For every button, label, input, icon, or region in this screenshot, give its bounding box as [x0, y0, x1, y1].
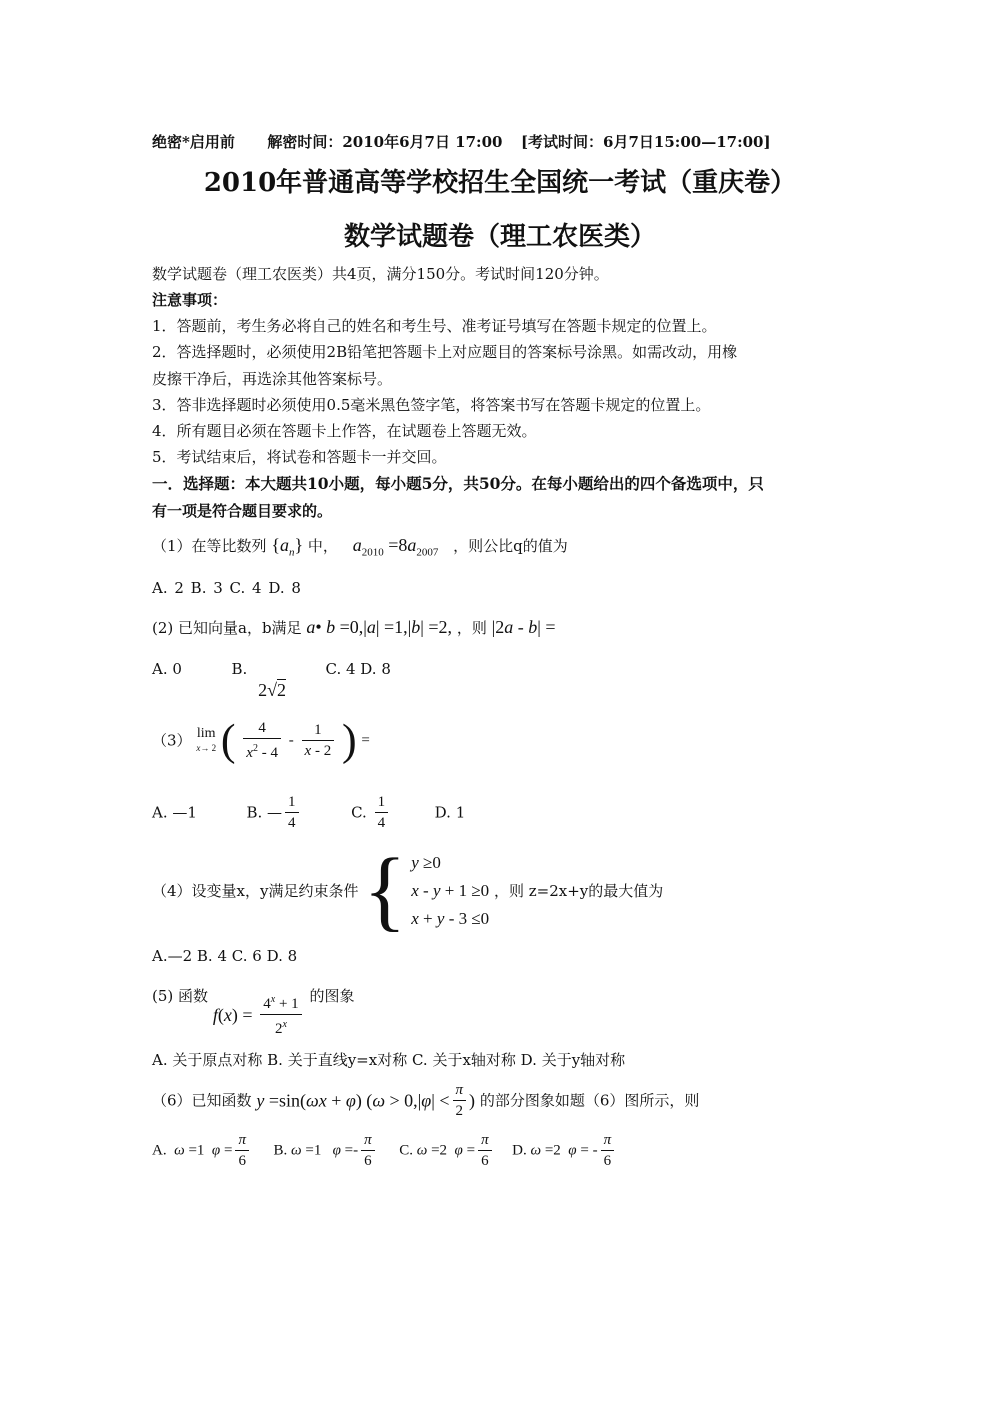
- q5-function: f(x) =: [212, 1004, 253, 1025]
- question-6: （6）已知函数 y =sin(ωx + φ) (ω > 0,|φ| < $\frac{\pi}{2}$ ) 的部分图象如题（6）图所示，则: [152, 1082, 700, 1119]
- question-2: (2) 已知向量a，b满足 a• b =0,|a| =1,|b| =2, ，则 |2a - b| =: [152, 617, 556, 637]
- q6-options: A. ω =1 φ = $\frac{\pi}{6}$ B. ω =1 φ =- $\frac{\pi}{6}$ C. ω =2 φ = $\frac{\pi}{6}$ D. ω =2 φ = - $\frac{\pi}{6}$: [152, 1130, 617, 1178]
- note-item: 皮擦干净后，再选涂其他答案标号。: [152, 370, 393, 388]
- q6-fraction: $\frac{\pi}{2}$: [453, 1080, 467, 1121]
- q6-function: y =sin(ωx + φ) (ω > 0,|φ| <: [256, 1090, 450, 1111]
- question-4: （4）设变量x，y满足约束条件 { y ≥0 x - y + 1 ≥0 x + y - 3 ≤0 ，则 z=2x+y的最大值为: [152, 841, 664, 940]
- q3-fraction-2: $\frac{1}{x - 2}$: [302, 720, 335, 761]
- intro-text: 数学试题卷（理工农医类）共4页，满分150分。考试时间120分钟。: [152, 265, 609, 283]
- q3-option-b-fraction: $\frac{1}{4}$: [285, 792, 299, 833]
- q2-expression: |2a - b| =: [491, 617, 556, 637]
- question-1: （1）在等比数列 $\{a_n\}$ 中， $a_{2010} =8a_{2007}$ ，则公比q的值为: [152, 535, 568, 559]
- page-title: 2010年普通高等学校招生全国统一考试（重庆卷）: [203, 168, 797, 198]
- question-3: （3） lim x→ 2 ( $\frac{4}{x^2 - 4}$ - $\frac{1}{x - 2}$ ) =: [152, 715, 370, 765]
- note-item: 4．所有题目必须在答题卡上作答，在试题卷上答题无效。: [152, 422, 537, 440]
- q6-option-d: D. ω =2 φ = -: [512, 1142, 598, 1159]
- note-item: 1．答题前，考生务必将自己的姓名和考生号、准考证号填写在答题卡规定的位置上。: [152, 317, 717, 335]
- q1-sequence: $\{a_n\}$: [271, 535, 304, 559]
- q2-options: A. 0 B. 2√2 C. 4 D. 8: [152, 660, 391, 700]
- q4-constraints: y ≥0 x - y + 1 ≥0 x + y - 3 ≤0: [411, 853, 490, 928]
- q2-option-b-value: 2√2: [258, 680, 286, 700]
- q6-option-c: C. ω =2 φ =: [399, 1142, 476, 1159]
- notes-heading: 注意事项：: [152, 291, 228, 309]
- exam-time: [考试时间：6月7日15:00—17:00]: [520, 133, 771, 151]
- q5-options: A. 关于原点对称 B. 关于直线y=x对称 C. 关于x轴对称 D. 关于y轴对称: [152, 1051, 626, 1069]
- confidential-label: 绝密*启用前: [152, 133, 235, 151]
- q2-condition: a• b =0,|a| =1,|b| =2,: [306, 617, 453, 637]
- note-item: 5．考试结束后，将试卷和答题卡一并交回。: [152, 448, 447, 466]
- q3-options: A. —1 B. — $\frac{1}{4}$ C. $\frac{1}{4}$ D. 1: [152, 794, 466, 831]
- q6-option-a: A. ω =1 φ =: [152, 1142, 233, 1159]
- q3-fraction-1: $\frac{4}{x^2 - 4}$: [243, 718, 281, 763]
- q4-options: A.—2 B. 4 C. 6 D. 8: [152, 947, 298, 965]
- note-item: 3．答非选择题时必须使用0.5毫米黑色签字笔，将答案书写在答题卡规定的位置上。: [152, 396, 711, 414]
- q3-option-c-fraction: $\frac{1}{4}$: [375, 792, 389, 833]
- q3-limit: lim x→ 2: [196, 725, 217, 753]
- q5-fraction: $\frac{4^x + 1}{2^x}$: [260, 990, 301, 1039]
- q1-options: A. 2 B. 3 C. 4 D. 8: [152, 579, 301, 597]
- section-heading: 一．选择题：本大题共10小题，每小题5分，共50分。在每小题给出的四个备选项中，只: [152, 474, 764, 493]
- note-item: 2．答选择题时，必须使用2B铅笔把答题卡上对应题目的答案标号涂黑。如需改动，用橡: [152, 343, 738, 361]
- question-5: (5) 函数 f(x) = $\frac{4^x + 1}{2^x}$ 的图象: [152, 987, 355, 1037]
- q1-equation: $a_{2010} =8a_{2007}$: [352, 535, 439, 559]
- q6-option-b: B. ω =1 φ =-: [273, 1142, 359, 1159]
- decrypt-time: 解密时间：2010年6月7日 17:00: [267, 133, 503, 151]
- section-heading-cont: 有一项是符合题目要求的。: [152, 502, 333, 520]
- page-subtitle: 数学试题卷（理工农医类）: [343, 222, 656, 252]
- exam-header: [152, 132, 771, 152]
